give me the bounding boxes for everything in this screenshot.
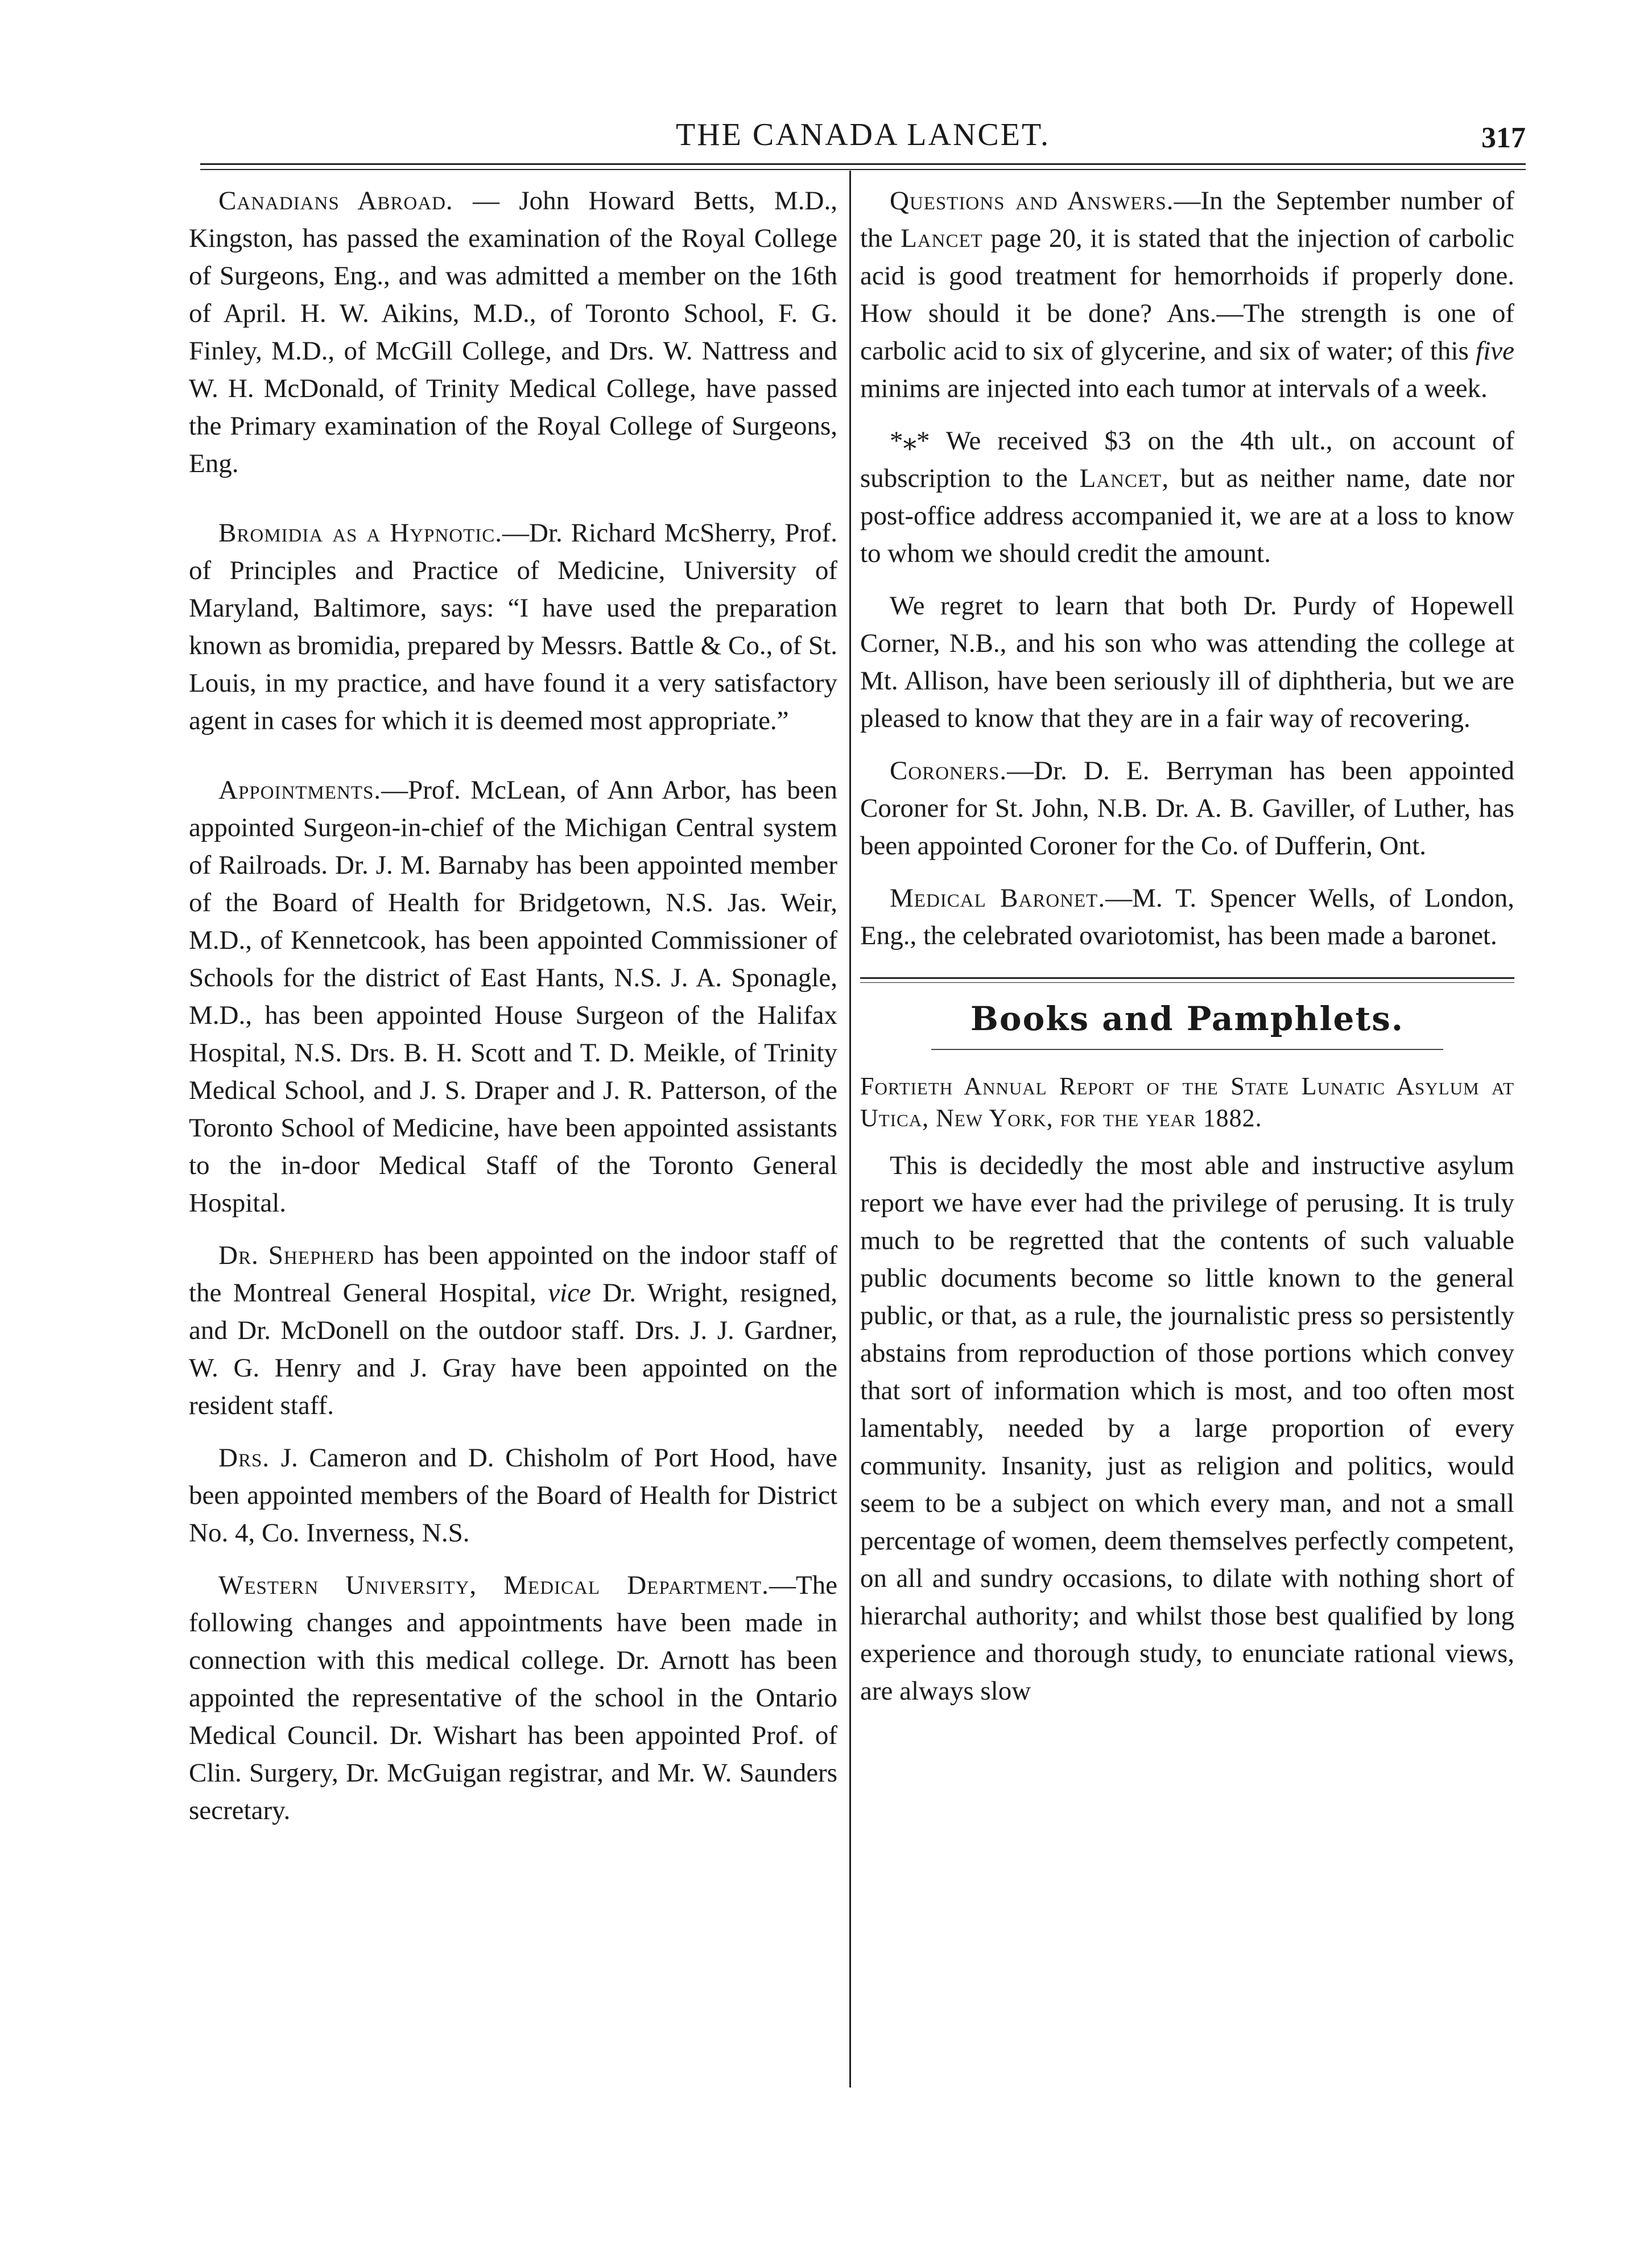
questions-answers-heading: Questions and Answers. bbox=[890, 186, 1174, 216]
appointments-paragraph bbox=[189, 771, 837, 1222]
left-column bbox=[189, 182, 837, 1829]
baronet-heading: Medical Baronet. bbox=[890, 883, 1106, 913]
baronet-paragraph bbox=[860, 879, 1514, 954]
asterism: *⁎* bbox=[890, 426, 930, 456]
shepherd-heading: Dr. Shepherd bbox=[218, 1241, 375, 1270]
book-title: Fortieth Annual Report of the State Lunatic Asylum at Utica, New York, for the year 1882. bbox=[860, 1072, 1514, 1132]
review-paragraph: This is decidedly the most able and instructive asylum report we have ever had the privilege of perusing. It is truly much to be regretted that the contents of such valuable public documents become so little known to the general public, or that, as a rule, the journalistic press so persistently abstains from reproduction of those portions which convey that sort of information which is most, and too often most lamentably, needed by a large proportion of every community. Insanity, just as religion and politics, would seem to be a subject on which every man, and not a small percentage of women, deem themselves perfectly competent, on all and sundry occasions, to dilate with nothing short of hierarchal authority; and whilst those best qualified by long experience and thorough study, to enunciate rational views, are always slow bbox=[860, 1151, 1514, 1706]
purdy-paragraph: We regret to learn that both Dr. Purdy of Hopewell Corner, N.B., and his son who was attending the college at Mt. Allison, have been seriously ill of diphtheria, but we are pleased to know that they are in a fair way of recovering. bbox=[860, 591, 1514, 733]
western-university-body: —The following changes and appointments have been made in connection with this medical college. Dr. Arnott has been appointed the representative of the school in the Ontario Medical Council. Dr. Wishart has been appointed Prof. of Clin. Surgery, Dr. McGuigan registrar, and Mr. W. Saunders secretary. bbox=[189, 1570, 837, 1825]
cameron-body: J. Cameron and D. Chisholm of Port Hood, have been appointed members of the Board of Health for District No. 4, Co. Inverness, N.S. bbox=[189, 1443, 837, 1548]
section-rule bbox=[860, 977, 1514, 983]
questions-answers-paragraph bbox=[860, 182, 1514, 407]
questions-answers-body-2: page 20, it is stated that the injection of carbolic acid is good treatment for hemorrhoids if properly done. How should it be done? Ans.—The strength is one of carbolic acid to six of glycerine, and six of water; of this bbox=[860, 224, 1515, 366]
coroners-heading: Coroners. bbox=[890, 756, 1007, 786]
page-header bbox=[200, 117, 1526, 168]
bromidia-heading: Bromidia as a Hypnotic. bbox=[218, 518, 503, 548]
canadians-abroad-body: John Howard Betts, M.D., Kingston, has passed the examination of the Royal College of Surgeons, Eng., and was admitted a member on the 16th of April. H. W. Aikins, M.D., of Toronto School, F. G. Finley, M.D., of McGill College, and Drs. W. Nattress and W. H. McDonald, of Trinity Medical College, have passed the Primary examination of the Royal College of Surgeons, Eng. bbox=[189, 186, 837, 478]
section-underline-rule bbox=[931, 1049, 1443, 1050]
section-heading: Books and Pamphlets. bbox=[970, 999, 1405, 1038]
subscription-lancet: Lancet bbox=[1079, 464, 1162, 493]
questions-answers-body-3: minims are injected into each tumor at intervals of a week. bbox=[860, 374, 1488, 403]
shepherd-vice: vice bbox=[548, 1278, 591, 1308]
running-title: THE CANADA LANCET. bbox=[675, 117, 1051, 152]
baronet-body: —M. T. Spencer Wells, of London, Eng., the celebrated ovariotomist, has been made a baronet. bbox=[860, 883, 1514, 950]
canadians-abroad-paragraph bbox=[189, 182, 837, 482]
column-divider bbox=[849, 171, 851, 2087]
bromidia-paragraph bbox=[189, 514, 837, 739]
appointments-heading: Appointments. bbox=[218, 775, 382, 805]
questions-answers-body-1: —In the September number of the bbox=[860, 186, 1514, 253]
subscription-body-2: , but as neither name, date nor post-office address accompanied it, we are at a loss to know to whom we should credit the amount. bbox=[860, 464, 1514, 568]
western-university-paragraph bbox=[189, 1566, 837, 1829]
right-column bbox=[860, 182, 1514, 1710]
questions-answers-five: five bbox=[1476, 336, 1514, 366]
page-number: 317 bbox=[1481, 122, 1526, 154]
coroners-body: —Dr. D. E. Berryman has been appointed Coroner for St. John, N.B. Dr. A. B. Gaviller, of Luther, has been appointed Coroner for the Co. of Dufferin, Ont. bbox=[860, 756, 1514, 861]
cameron-heading: Drs. bbox=[218, 1443, 270, 1473]
subscription-paragraph bbox=[860, 422, 1514, 572]
shepherd-body-start: has been appointed on the indoor staff of the Montreal General Hospital, bbox=[189, 1241, 838, 1308]
bromidia-body: —Dr. Richard McSherry, Prof. of Principles and Practice of Medicine, University of Maryland, Baltimore, says: “I have used the preparation known as bromidia, prepared by Messrs. Battle & Co., of St. Louis, in my practice, and have found it a very satisfactory agent in cases for which it is deemed most appropriate.” bbox=[189, 518, 838, 735]
header-rule bbox=[200, 163, 1526, 170]
western-university-heading: Western University, Medical Department. bbox=[218, 1570, 769, 1600]
subscription-body-1: We received $3 on the 4th ult., on account of subscription to the bbox=[860, 426, 1514, 493]
appointments-body: —Prof. McLean, of Ann Arbor, has been appointed Surgeon-in-chief of the Michigan Central system of Railroads. Dr. J. M. Barnaby has been appointed member of the Board of Health for Bridgetown, N.S. Jas. Weir, M.D., of Kennetcook, has been appointed Commissioner of Schools for the district of East Hants, N.S. J. A. Sponagle, M.D., has been appointed House Surgeon of the Halifax Hospital, N.S. Drs. B. H. Scott and T. D. Meikle, of Trinity Medical School, and J. S. Draper and J. R. Patterson, of the Toronto School of Medicine, have been appointed assistants to the in-door Medical Staff of the Toronto General Hospital. bbox=[189, 775, 837, 1218]
coroners-paragraph bbox=[860, 752, 1514, 865]
shepherd-paragraph bbox=[189, 1237, 837, 1424]
canadians-abroad-heading: Canadians Abroad. — bbox=[218, 186, 501, 216]
shepherd-body-end: Dr. Wright, resigned, and Dr. McDonell on the outdoor staff. Drs. J. J. Gardner, W. G. Henry and J. Gray have been appointed on the resident staff. bbox=[189, 1278, 837, 1420]
questions-answers-lancet: Lancet bbox=[901, 224, 983, 253]
cameron-paragraph bbox=[189, 1439, 837, 1552]
